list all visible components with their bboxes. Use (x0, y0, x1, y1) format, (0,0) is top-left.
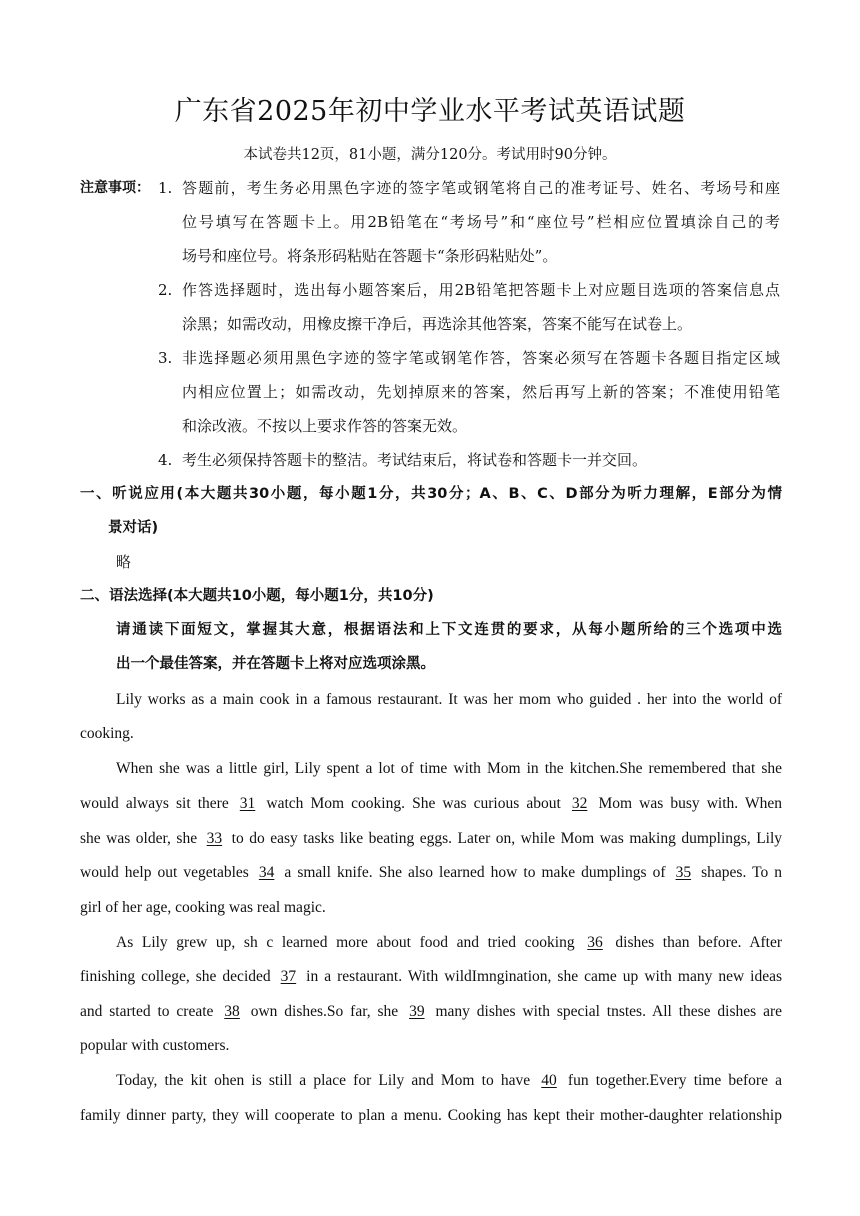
notice-item-1-line-2: 位号填写在答题卡上。用2B铅笔在“考场号”和“座位号”栏相应位置填涂自己的考 (182, 213, 780, 231)
section-2-instruction-2: 出一个最佳答案，并在答题卡上将对应选项涂黑。 (116, 656, 435, 672)
section-1-heading-cont: 景对话) (108, 520, 159, 536)
text-span: to do easy tasks like beating eggs. Later on, while Mom was making dumplings, Lily (231, 830, 783, 847)
passage-p4-line-1 (116, 1070, 782, 1092)
blank-31: 31 (239, 795, 256, 812)
passage-p1-line-1: Lily works as a main cook in a famous restaurant. It was her mom who guided . her into the world of (116, 691, 782, 708)
blank-35: 35 (675, 864, 692, 881)
section-1-heading: 一、听说应用(本大题共30小题，每小题1分，共30分；A、B、C、D部分为听力理解，E部分为情 (80, 486, 782, 502)
notice-item-1-number: 1. (158, 179, 173, 197)
notice-item-3-number: 3. (158, 349, 173, 367)
exam-subtitle: 本试卷共12页，81小题，满分120分。考试用时90分钟。 (243, 147, 617, 163)
passage-p3-line-1 (116, 932, 782, 954)
text-span: watch Mom cooking. She was curious about (266, 795, 561, 812)
notice-item-1-line-1: 答题前，考生务必用黑色字迹的签字笔或钢笔将自己的准考证号、姓名、考场号和座 (182, 179, 780, 197)
text-span: would help out vegetables (80, 864, 249, 881)
notice-item-4-number: 4. (158, 451, 173, 469)
text-span: in a restaurant. With wildImngination, she came up with many new ideas (306, 968, 783, 985)
blank-40: 40 (541, 1072, 557, 1089)
notice-item-3-line-3: 和涂改液。不按以上要求作答的答案无效。 (182, 417, 468, 435)
notice-item-4-line-1: 考生必须保持答题卡的整洁。考试结束后，将试卷和答题卡一并交回。 (182, 451, 648, 469)
blank-34: 34 (258, 864, 275, 881)
section-1-omitted: 略 (116, 553, 132, 571)
passage-p2-line-5: girl of her age, cooking was real magic. (80, 899, 326, 916)
passage-p4-line-2: family dinner party, they will cooperate to plan a menu. Cooking has kept their mother-daughter relationship (80, 1107, 782, 1124)
notice-item-2-line-1: 作答选择题时，选出每小题答案后，用2B铅笔把答题卡上对应题目选项的答案信息点 (182, 281, 780, 299)
blank-39: 39 (409, 1003, 425, 1020)
text-span: she was older, she (80, 830, 198, 847)
notice-item-2-line-2: 涂黑；如需改动，用橡皮擦干净后，再选涂其他答案，答案不能写在试卷上。 (182, 315, 693, 333)
notice-item-3-line-2: 内相应位置上；如需改动，先划掉原来的答案，然后再写上新的答案；不准使用铅笔 (182, 383, 780, 401)
passage-p3-line-3 (80, 1001, 782, 1023)
passage-p2-line-1: When she was a little girl, Lily spent a lot of time with Mom in the kitchen.She remembered that she (116, 760, 782, 777)
text-span: finishing college, she decided (80, 968, 271, 985)
passage-p2-line-4 (80, 862, 782, 884)
text-span: fun together.Every time before a (567, 1072, 783, 1089)
text-span: and started to create (80, 1003, 214, 1020)
blank-37: 37 (280, 968, 297, 985)
blank-36: 36 (587, 934, 603, 951)
notice-item-1-line-3: 场号和座位号。将条形码粘贴在答题卡“条形码粘贴处”。 (182, 247, 558, 265)
blank-33: 33 (206, 830, 223, 847)
passage-p3-line-2 (80, 966, 782, 988)
text-span: a small knife. She also learned how to make dumplings of (284, 864, 666, 881)
text-span: shapes. To n (701, 864, 783, 881)
section-2-heading: 二、语法选择(本大题共10小题，每小题1分，共10分) (80, 588, 434, 604)
text-span: Today, the kit ohen is still a place for Lily and Mom to have (116, 1072, 531, 1089)
text-span: would always sit there (80, 795, 229, 812)
section-2-instruction-1: 请通读下面短文，掌握其大意，根据语法和上下文连贯的要求，从每小题所给的三个选项中选 (116, 622, 782, 638)
notice-item-3-line-1: 非选择题必须用黑色字迹的签字笔或钢笔作答，答案必须写在答题卡各题目指定区域 (182, 349, 780, 367)
passage-p1-line-2: cooking. (80, 725, 134, 742)
notice-item-2-number: 2. (158, 281, 173, 299)
text-span: dishes than before. After (615, 934, 783, 951)
notice-label: 注意事项： (80, 180, 150, 196)
passage-p2-line-2 (80, 793, 782, 815)
exam-title: 广东省2025年初中学业水平考试英语试题 (174, 96, 686, 127)
text-span: Mom was busy with. When (598, 795, 782, 812)
text-span: own dishes.So far, she (250, 1003, 399, 1020)
blank-38: 38 (224, 1003, 240, 1020)
text-span: As Lily grew up, sh c learned more about food and tried cooking (116, 934, 575, 951)
blank-32: 32 (571, 795, 588, 812)
passage-p2-line-3 (80, 828, 782, 850)
passage-p3-line-4: popular with customers. (80, 1037, 230, 1054)
text-span: many dishes with special tnstes. All these dishes are (435, 1003, 782, 1020)
